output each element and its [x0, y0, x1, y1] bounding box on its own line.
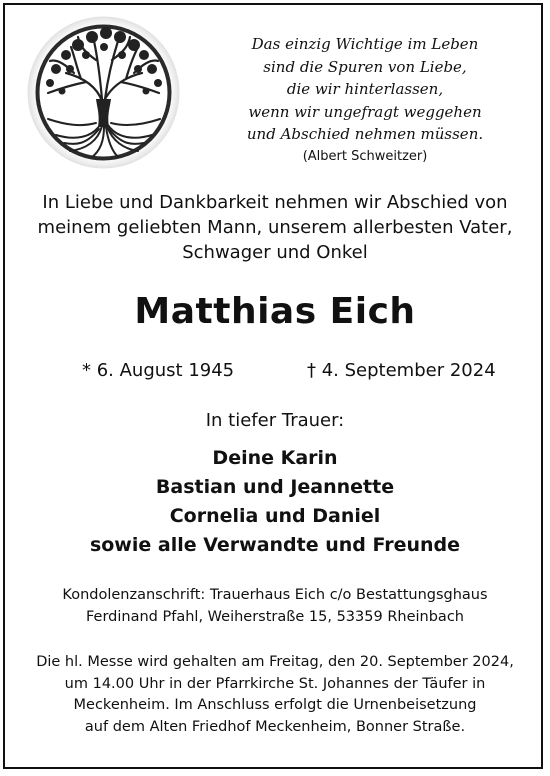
contact-line: Ferdinand Pfahl, Weiherstraße 15, 53359 Rheinbach: [86, 609, 464, 625]
quote-line: die wir hinterlassen,: [286, 80, 444, 98]
quote-block: [200, 33, 530, 168]
intro-line: meinem geliebten Mann, unserem allerbesten Vater,: [37, 217, 513, 238]
service-info: [0, 652, 550, 738]
birth-date: * 6. August 1945: [82, 360, 235, 381]
family-member: sowie alle Verwandte und Freunde: [89, 534, 461, 556]
quote-author: (Albert Schweitzer): [302, 148, 428, 164]
family-list: [0, 444, 550, 560]
quote-line: und Abschied nehmen müssen.: [246, 125, 484, 143]
service-line: Die hl. Messe wird gehalten am Freitag, den 20. September 2024,: [36, 654, 514, 670]
deceased-name: Matthias Eich: [134, 291, 416, 332]
service-line: Meckenheim. Im Anschluss erfolgt die Urnenbeisetzung: [73, 697, 477, 713]
family-member: Cornelia und Daniel: [169, 505, 381, 527]
family-member: Deine Karin: [212, 447, 338, 469]
intro-text: [0, 190, 550, 265]
condolence-address: [0, 584, 550, 628]
quote-line: wenn wir ungefragt weggehen: [248, 102, 482, 121]
mourning-label: In tiefer Trauer:: [205, 410, 345, 431]
family-member: Bastian und Jeannette: [155, 476, 395, 498]
intro-line: In Liebe und Dankbarkeit nehmen wir Abschied von: [42, 192, 508, 213]
service-line: um 14.00 Uhr in der Pfarrkirche St. Johannes der Täufer in: [64, 675, 486, 692]
contact-line: Kondolenzanschrift: Trauerhaus Eich c/o Bestattungsghaus: [62, 587, 488, 603]
quote-line: sind die Spuren von Liebe,: [263, 57, 467, 76]
quote-line: Das einzig Wichtige im Leben: [251, 35, 479, 53]
intro-line: Schwager und Onkel: [182, 242, 368, 263]
death-date: † 4. September 2024: [307, 360, 496, 381]
service-line: auf dem Alten Friedhof Meckenheim, Bonner Straße.: [84, 718, 466, 735]
life-dates: [0, 360, 550, 390]
tree-of-life-icon: [26, 15, 181, 170]
